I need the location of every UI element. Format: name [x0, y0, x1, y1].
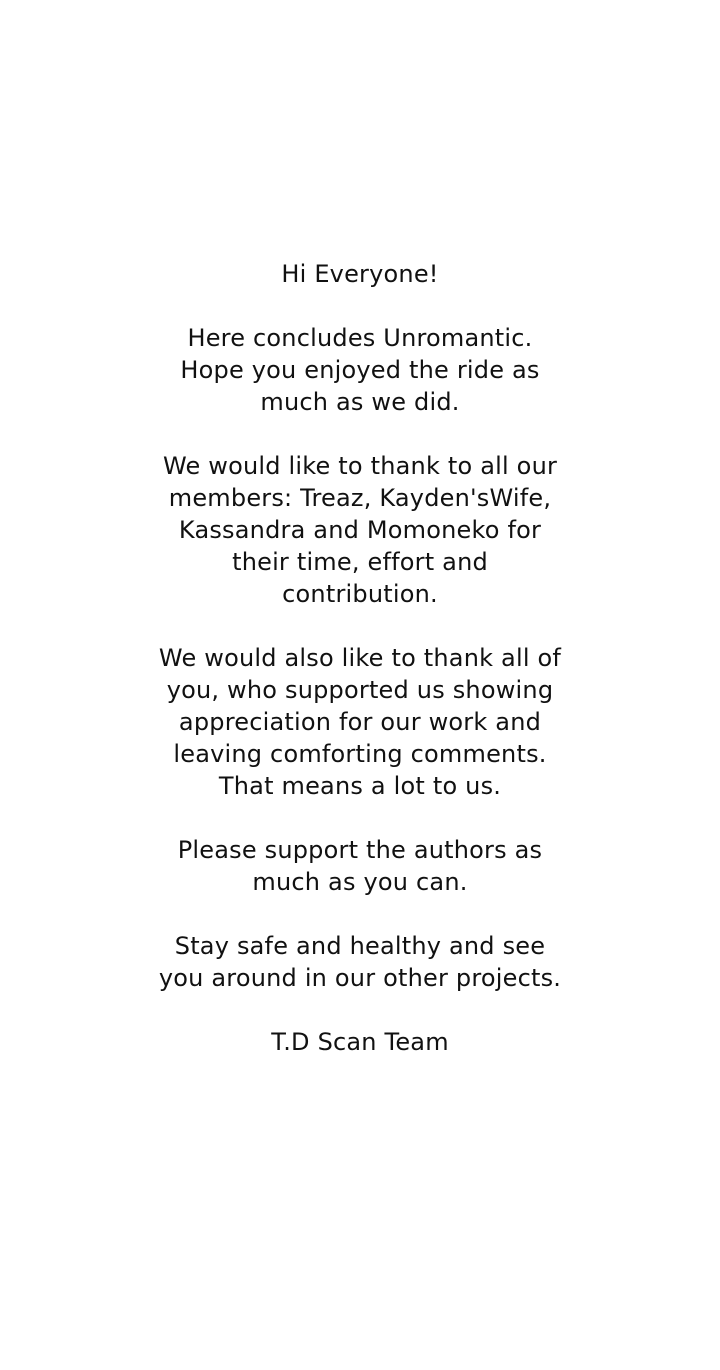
paragraph-conclusion: [0, 322, 720, 418]
paragraph-line: you, who supported us showing: [166, 676, 554, 704]
signature: T.D Scan Team: [271, 1028, 449, 1056]
paragraph-line: We would also like to thank all of: [158, 644, 562, 672]
paragraph-line: you around in our other projects.: [158, 964, 562, 992]
greeting-block: [0, 258, 720, 290]
thank-you-message: [0, 258, 720, 1090]
paragraph-line: Hope you enjoyed the ride as: [180, 356, 540, 384]
paragraph-support-authors: [0, 834, 720, 898]
paragraph-line: Kassandra and Momoneko for: [178, 516, 542, 544]
signature-block: [0, 1026, 720, 1058]
paragraph-line: members: Treaz, Kayden'sWife,: [168, 484, 552, 512]
paragraph-team-thanks: [0, 450, 720, 610]
paragraph-line: Stay safe and healthy and see: [174, 932, 546, 960]
paragraph-line: much as you can.: [252, 868, 468, 896]
paragraph-line: Please support the authors as: [177, 836, 543, 864]
paragraph-line: their time, effort and: [232, 548, 488, 576]
greeting: Hi Everyone!: [281, 260, 439, 288]
paragraph-line: appreciation for our work and: [178, 708, 542, 736]
paragraph-reader-thanks: [0, 642, 720, 802]
paragraph-line: contribution.: [282, 580, 438, 608]
paragraph-line: much as we did.: [260, 388, 460, 416]
paragraph-line: leaving comforting comments.: [173, 740, 547, 768]
paragraph-line: That means a lot to us.: [218, 772, 502, 800]
paragraph-farewell: [0, 930, 720, 994]
paragraph-line: We would like to thank to all our: [162, 452, 558, 480]
paragraph-line: Here concludes Unromantic.: [187, 324, 533, 352]
